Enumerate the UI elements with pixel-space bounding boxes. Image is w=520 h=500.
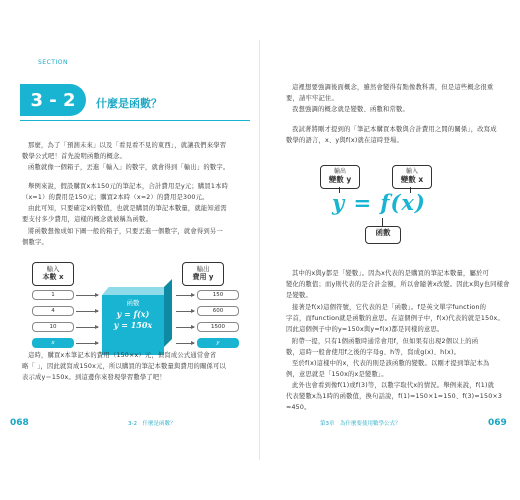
paragraph: 表示成y＝150x。到這邊你來發現學習數學了吧！ [22,374,166,381]
paragraph: 數，這時一般會使用f之後的字母g、h等，寫成g(x)、h(x)。 [286,349,461,356]
arrow-icon [176,343,194,344]
input-variable: 變數 x [400,175,424,184]
output-small: 輸出 [333,168,346,175]
paragraph: 函數就像一個箱子，丟進「輸入」的數字，就會得到「輸出」的數字。 [28,164,230,171]
paragraph: 我想強調的概念就是變數、函數和常數。 [292,106,409,113]
function-label-text: 函數 [375,228,391,237]
output-chip: 600 [197,306,239,316]
paragraph: 個數字。 [22,239,48,246]
paragraph: 這時，購買x本筆記本的費用（150×x）元，但寫成公式通常會省 [28,352,217,359]
paragraph: 因此這個例子中的y=150x與y=f(x)都是同樣的意思。 [286,326,444,333]
output-variable: 變數 y [328,175,352,184]
paragraph: 數學公式吧！首先說明函數的概念。 [22,153,126,160]
arrow-icon [76,327,98,328]
paragraph: 那麼，為了「預測未來」以及「看見看不見的東西」，就讓我們來學習 [28,142,227,149]
input-chip: 1 [32,290,74,300]
pointer-line [382,218,383,226]
input-small: 輸入 [405,168,418,175]
page-footer: 第3章 為什麼要使用數學公式？ [320,421,401,427]
page-number: 068 [10,418,29,428]
paragraph: 其中的x與y都是「變數」。因為x代表的是購買的筆記本數量，屬於可 [292,270,490,277]
input-chip: 10 [32,322,74,332]
arrow-icon [176,327,194,328]
paragraph: 要，請牢牢記住。 [286,95,338,102]
cube-title: 函數 [126,299,140,307]
output-label-box [182,262,224,286]
paragraph: 此外也會看到像f(1)或f(3)等，以數字取代x的情況。舉例來說，f(1)就 [292,382,495,389]
output-label-small: 輸出 [196,265,210,273]
paragraph: 要支付多少費用，這樣的概念就被稱為函數。 [22,216,152,223]
input-label-box [32,262,74,286]
paragraph: 附帶一提，只有1個函數時通常會用f，但如果有出現2個以上的函 [292,338,479,345]
arrow-icon [176,295,194,296]
input-variable-label [392,165,432,189]
section-title: 什麼是函數？ [96,97,162,110]
arrow-icon [76,343,98,344]
input-chip: 4 [32,306,74,316]
page-footer: 3-2 什麼是函數？ [128,421,176,427]
arrow-icon [176,311,194,312]
input-chip-variable: x [32,338,74,348]
paragraph: 接著是f(x)這個符號，它代表的是「函數」。f是英文單字function的 [292,304,487,311]
right-page [260,0,520,500]
output-variable-label [320,165,360,189]
cube-label [102,298,164,331]
paragraph: 代表變數x為1時的函數值，換句話說，f(1)=150×1=150、f(3)=150×3 [286,393,503,400]
paragraph: =450。 [286,404,311,411]
input-label: 本數 x [42,273,64,281]
arrow-icon [76,295,98,296]
cube-equation-general: y = f(x) [116,309,150,319]
paragraph: 至於f(x)這樣中的x，代表的則是該函數的變數。以剛才提到筆記本為 [292,360,490,367]
output-chip: 1500 [197,322,239,332]
paragraph: 將函數想像成如下圖一般的箱子，只要丟進一個數字，就會得到另一 [28,228,223,235]
section-label: SECTION [38,59,68,66]
paragraph: 略「 」，因此就寫成150x元，所以購買的筆記本數量與費用的關係可以 [22,363,227,370]
paragraph: 舉例來說，假設購買x本150元的筆記本，合計費用是y元；購買1本時 [28,183,229,190]
function-equation: y = f(x) [332,190,426,215]
paragraph: 我試著將剛才提到的「筆記本購買本數與合計費用之間的關係」，改寫成 [292,126,497,133]
paragraph: 這裡想要強調後面概念，雖然會變得有點像教科書，但是這些概念很重 [292,84,494,91]
output-label: 費用 y [192,273,214,281]
paragraph: 例，意思就是「150x的x是變數」。 [286,371,388,378]
paragraph: （x=1）的費用是150元；購買2本時（x=2）的費用是300元。 [22,194,209,201]
cube-equation-specific: y = 150x [113,320,153,330]
input-label-small: 輸入 [46,265,60,273]
paragraph: 變化的數值；而y則代表的是合計金額，所以會隨著x改變。因此x與y也同樣會 [286,281,510,288]
output-chip: 150 [197,290,239,300]
cube-side-face [164,279,172,347]
cube-top-face [102,287,171,295]
arrow-icon [76,311,98,312]
paragraph: 由此可知，只要確定x的數值，也就是購買的筆記本數量，就能知道需 [28,205,227,212]
section-divider [20,120,250,121]
paragraph: 數學的語言，x、y與f(x)就在這時登場。 [286,137,403,144]
function-label [365,226,401,244]
paragraph: 是變數。 [286,292,312,299]
section-number-badge: 3 - 2 [20,84,86,116]
paragraph: 字首，而function就是函數的意思。在這個例子中，f(x)代表的就是150x。 [286,315,504,322]
output-chip-variable: y [197,338,239,348]
page-number: 069 [488,418,507,428]
